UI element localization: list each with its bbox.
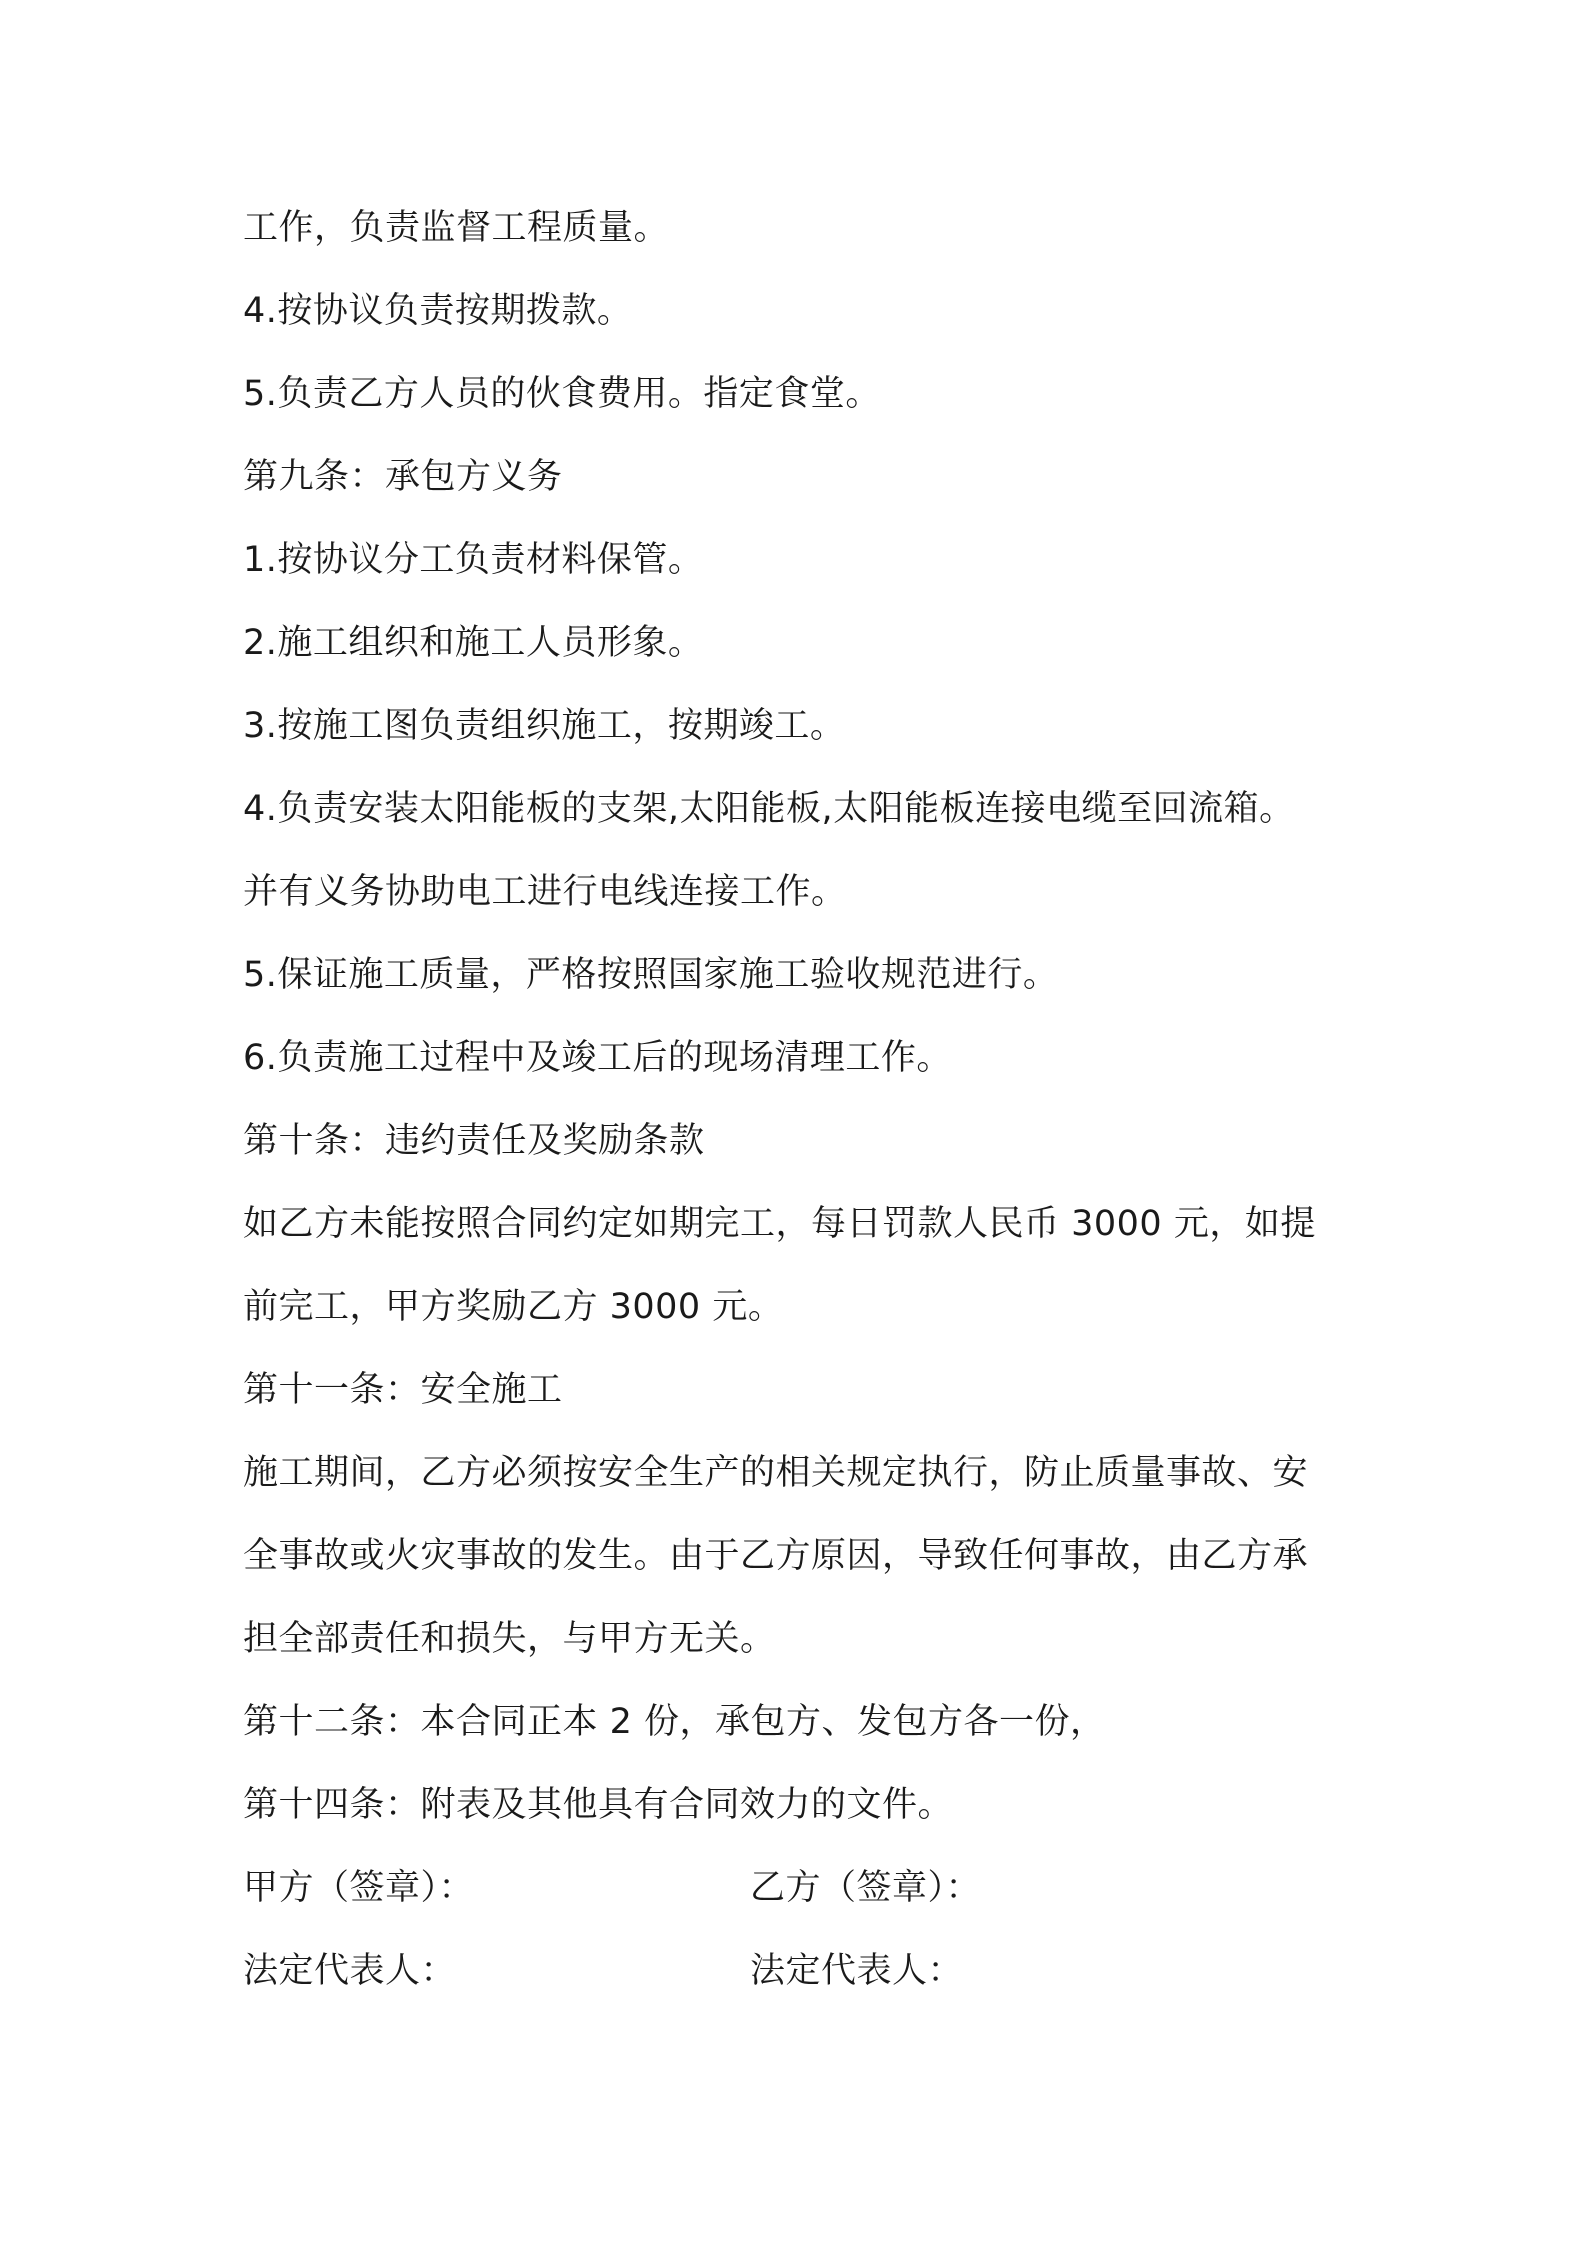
- text-line: 6.负责施工过程中及竣工后的现场清理工作。: [243, 1038, 952, 1078]
- section-heading: 第十二条：本合同正本 2 份，承包方、发包方各一份，: [243, 1702, 1106, 1742]
- text-line: 4.按协议负责按期拨款。: [243, 291, 633, 331]
- text-line: 担全部责任和损失，与甲方无关。: [243, 1619, 776, 1659]
- text-line: 施工期间，乙方必须按安全生产的相关规定执行，防止质量事故、安: [243, 1453, 1309, 1493]
- text-line: 全事故或火灾事故的发生。由于乙方原因，导致任何事故，由乙方承: [243, 1536, 1309, 1576]
- party-b-rep-label: 法定代表人：: [750, 1951, 964, 1991]
- text-line: 2.施工组织和施工人员形象。: [243, 623, 704, 663]
- text-line: 工作，负责监督工程质量。: [243, 208, 670, 248]
- text-line: 4.负责安装太阳能板的支架,太阳能板,太阳能板连接电缆至回流箱。: [243, 789, 1295, 829]
- party-b-seal-label: 乙方（签章）：: [750, 1868, 982, 1908]
- text-line: 如乙方未能按照合同约定如期完工，每日罚款人民币 3000 元，如提: [243, 1204, 1316, 1244]
- section-heading: 第十条：违约责任及奖励条款: [243, 1121, 705, 1161]
- section-heading: 第十一条：安全施工: [243, 1370, 563, 1410]
- text-line: 前完工，甲方奖励乙方 3000 元。: [243, 1287, 784, 1327]
- party-a-seal-label: 甲方（签章）：: [243, 1868, 475, 1908]
- text-line: 5.负责乙方人员的伙食费用。指定食堂。: [243, 374, 881, 414]
- section-heading: 第十四条：附表及其他具有合同效力的文件。: [243, 1785, 954, 1825]
- text-line: 1.按协议分工负责材料保管。: [243, 540, 704, 580]
- text-line: 3.按施工图负责组织施工，按期竣工。: [243, 706, 846, 746]
- text-line: 并有义务协助电工进行电线连接工作。: [243, 872, 847, 912]
- party-a-rep-label: 法定代表人：: [243, 1951, 457, 1991]
- text-line: 5.保证施工质量，严格按照国家施工验收规范进行。: [243, 955, 1059, 995]
- section-heading: 第九条：承包方义务: [243, 457, 563, 497]
